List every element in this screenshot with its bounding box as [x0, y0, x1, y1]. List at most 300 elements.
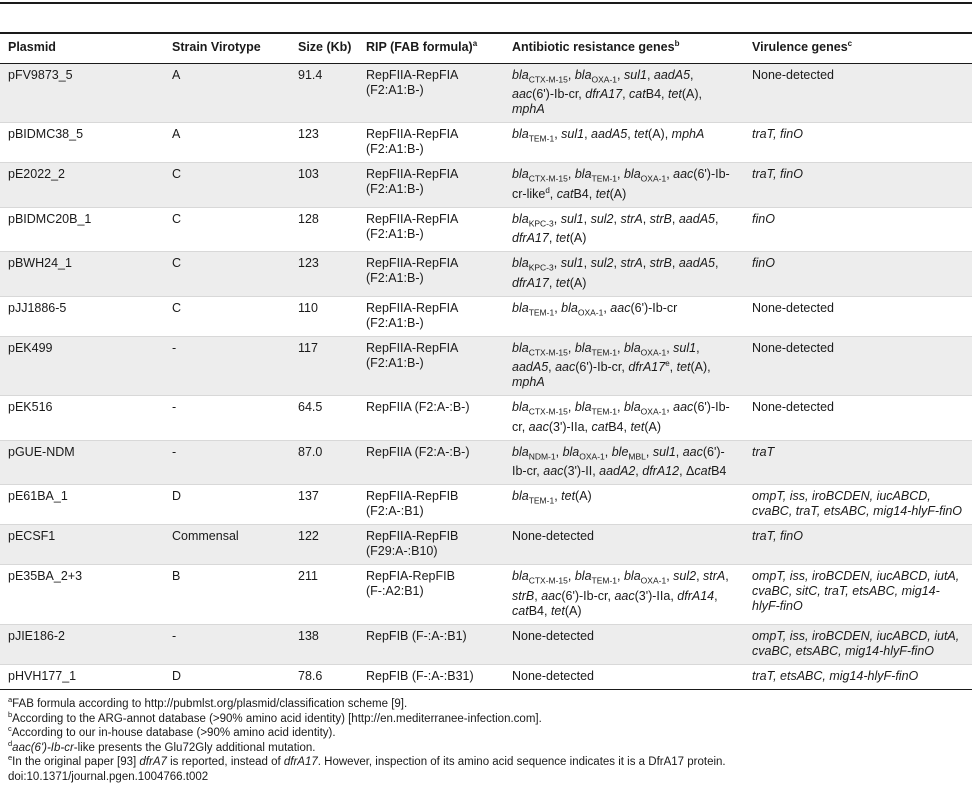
- gene-name: cat: [512, 603, 529, 618]
- gene-text: B4,: [645, 87, 668, 101]
- cell-rip: [358, 525, 504, 565]
- gene-text: (A): [575, 489, 592, 503]
- gene-name: dfrA17: [512, 275, 549, 290]
- top-rule: [0, 2, 972, 4]
- gene-variant-subscript: CTX-M-15: [528, 406, 568, 417]
- table-row: [0, 296, 972, 336]
- gene-variant-subscript: CTX-M-15: [528, 575, 568, 586]
- gene-text: ,: [617, 340, 624, 355]
- header-virotype-label: Strain Virotype: [172, 40, 261, 55]
- gene-name: aac: [673, 167, 694, 181]
- gene-text: (6')-Ib-cr,: [512, 400, 730, 434]
- gene-name: cat: [629, 87, 646, 101]
- cell-virulence-genes: None-detected: [744, 396, 972, 441]
- gene-name: bla: [623, 400, 641, 414]
- rip-fab-formula: (F2:A1:B-): [366, 182, 424, 196]
- gene-text: (6')-Ib-cr,: [512, 444, 725, 478]
- gene-text: None-detected: [512, 529, 595, 543]
- cell-size: 122: [290, 525, 358, 565]
- gene-text: Δ: [686, 464, 695, 478]
- gene-text: (A): [644, 419, 662, 434]
- gene-name: bla: [562, 444, 580, 459]
- rip-replicon: RepFIB (F-:A-:B1): [366, 628, 467, 643]
- gene-name: sul1: [561, 127, 585, 141]
- cell-plasmid: pBIDMC38_5: [0, 123, 164, 163]
- header-rip: [358, 33, 504, 63]
- footnote-e: [8, 755, 958, 770]
- cell-size: 91.4: [290, 63, 358, 123]
- gene-name: bla: [512, 569, 529, 583]
- gene-variant-subscript: NDM-1: [528, 451, 556, 461]
- cell-virotype: A: [164, 63, 290, 123]
- gene-name: aac: [512, 87, 533, 101]
- gene-variant-subscript: CTX-M-15: [528, 173, 568, 184]
- rip-replicon: RepFIIA-RepFIA: [366, 300, 459, 315]
- cell-virotype: -: [164, 440, 290, 485]
- table-row: [0, 485, 972, 525]
- gene-text: ,: [567, 569, 575, 583]
- gene-text: B4,: [608, 419, 631, 434]
- header-plasmid-label: Plasmid: [8, 40, 56, 55]
- gene-variant-subscript: KPC-3: [528, 218, 554, 228]
- gene-name: tet: [676, 360, 691, 374]
- cell-plasmid: pE35BA_2+3: [0, 565, 164, 625]
- gene-name: bla: [623, 340, 641, 355]
- cell-resistance-genes: [504, 624, 744, 664]
- gene-name: aadA5: [678, 211, 715, 226]
- gene-name: bla: [512, 67, 529, 82]
- gene-text: ,: [635, 464, 643, 478]
- header-rip-label: RIP (FAB formula): [366, 40, 473, 55]
- table-body: [0, 63, 972, 689]
- gene-text: ,: [666, 400, 674, 414]
- rip-fab-formula: (F2:A-:B1): [366, 504, 424, 518]
- rip-fab-formula: (F2:A1:B-): [366, 355, 424, 370]
- gene-name: aac: [610, 300, 631, 315]
- gene-text: ,: [554, 489, 562, 503]
- cell-virulence-genes: None-detected: [744, 296, 972, 336]
- gene-name: bla: [512, 340, 529, 355]
- gene-text: ,: [642, 256, 650, 270]
- gene-text: ,: [642, 211, 650, 226]
- gene-variant-subscript: MBL: [628, 451, 646, 461]
- footnote-e-text-pre: In the original paper [93]: [12, 756, 140, 769]
- cell-resistance-genes: [504, 485, 744, 525]
- gene-name: mphA: [671, 127, 705, 141]
- gene-text: B4,: [528, 603, 551, 618]
- gene-name: strB: [512, 588, 535, 603]
- cell-virotype: C: [164, 252, 290, 297]
- gene-name: aac: [543, 464, 564, 478]
- gene-variant-subscript: OXA-1: [640, 575, 667, 586]
- footnote-c-text: According to our in-house database (>90% amino acid identity).: [11, 727, 336, 740]
- cell-plasmid: pECSF1: [0, 525, 164, 565]
- cell-size: 137: [290, 485, 358, 525]
- gene-text: ,: [567, 340, 575, 355]
- gene-text: ,: [548, 231, 556, 245]
- gene-text: ,: [567, 67, 575, 82]
- gene-text: (A): [609, 186, 627, 201]
- gene-name: dfrA17: [628, 360, 666, 374]
- gene-name: bla: [574, 340, 592, 355]
- gene-text: ,: [583, 256, 591, 270]
- cell-virotype: D: [164, 485, 290, 525]
- header-resistance-footnote-mark: b: [674, 39, 680, 49]
- cell-resistance-genes: [504, 525, 744, 565]
- gene-name: mphA: [512, 102, 545, 116]
- gene-text: ,: [696, 340, 700, 355]
- gene-name: strA: [703, 569, 726, 583]
- cell-plasmid: pBIDMC20B_1: [0, 207, 164, 252]
- cell-size: 211: [290, 565, 358, 625]
- cell-rip: [358, 63, 504, 123]
- gene-name: bla: [574, 569, 592, 583]
- gene-variant-subscript: OXA-1: [579, 451, 605, 461]
- gene-name: tet: [555, 231, 570, 245]
- gene-text: (3')-IIa,: [634, 588, 678, 603]
- gene-name: bla: [561, 300, 578, 315]
- gene-text: ,: [617, 400, 624, 414]
- cell-virotype: C: [164, 163, 290, 208]
- rip-fab-formula: (F29:A-:B10): [366, 544, 438, 558]
- gene-text: ,: [555, 444, 563, 459]
- cell-resistance-genes: [504, 163, 744, 208]
- cell-virulence-genes: traT, finO: [744, 163, 972, 208]
- gene-text: ,: [671, 211, 679, 226]
- gene-text: ,: [617, 569, 624, 583]
- footnote-b-text: According to the ARG-annot database (>90% amino acid identity) [http://en.mediterranee-infection.com].: [12, 712, 542, 725]
- cell-plasmid: pJIE186-2: [0, 624, 164, 664]
- gene-variant-subscript: CTX-M-15: [528, 74, 568, 84]
- cell-virotype: -: [164, 624, 290, 664]
- gene-name: tet: [550, 603, 565, 618]
- gene-text: (6')-Ib-cr: [630, 300, 678, 315]
- rip-replicon: RepFIIA (F2:A-:B-): [366, 444, 470, 459]
- cell-size: 110: [290, 296, 358, 336]
- cell-rip: [358, 440, 504, 485]
- table-header: [0, 33, 972, 63]
- header-plasmid: [0, 33, 164, 63]
- cell-size: 123: [290, 252, 358, 297]
- footnote-e-gene-1: dfrA7: [139, 756, 167, 769]
- gene-name: sul2: [590, 211, 614, 226]
- gene-text: ,: [715, 256, 719, 270]
- gene-text: ,: [534, 588, 542, 603]
- table-row: [0, 123, 972, 163]
- cell-virulence-genes: finO: [744, 252, 972, 297]
- cell-resistance-genes: [504, 664, 744, 689]
- cell-virulence-genes: finO: [744, 207, 972, 252]
- table-row: [0, 163, 972, 208]
- gene-name: aac: [541, 588, 562, 603]
- gene-name: bla: [512, 300, 529, 315]
- gene-name: strB: [649, 256, 672, 270]
- gene-name: bla: [512, 256, 529, 270]
- gene-text: B4: [711, 464, 727, 478]
- rip-replicon: RepFIIA (F2:A-:B-): [366, 400, 470, 414]
- gene-name: aadA5: [678, 256, 715, 270]
- gene-name: bla: [574, 400, 592, 414]
- gene-name: tet: [595, 186, 610, 201]
- gene-text: ,: [549, 186, 557, 201]
- cell-plasmid: pBWH24_1: [0, 252, 164, 297]
- gene-text: ,: [715, 211, 719, 226]
- gene-name: bla: [512, 127, 529, 141]
- gene-text: None-detected: [512, 668, 595, 683]
- gene-text: ,: [666, 340, 674, 355]
- footnote-mark: d: [545, 185, 550, 195]
- gene-text: ,: [666, 569, 674, 583]
- gene-text: ,: [671, 256, 679, 270]
- rip-fab-formula: (F-:A2:B1): [366, 584, 424, 598]
- rip-replicon: RepFIIA-RepFIA: [366, 256, 459, 270]
- gene-name: aac: [528, 419, 549, 434]
- gene-text: B4,: [573, 186, 596, 201]
- gene-text: ,: [696, 569, 704, 583]
- gene-name: aadA2: [599, 464, 636, 478]
- footnote-c: [8, 726, 958, 741]
- gene-name: sul1: [560, 211, 584, 226]
- gene-text: ,: [627, 127, 635, 141]
- cell-resistance-genes: [504, 440, 744, 485]
- header-rip-footnote-mark: a: [472, 39, 478, 49]
- footnote-d-gene: aac(6')-Ib-cr: [12, 741, 74, 754]
- cell-virulence-genes: ompT, iss, iroBCDEN, iucABCD, iutA, cvaBC, sitC, traT, etsABC, mig14-hlyF-finO: [744, 565, 972, 625]
- cell-size: 128: [290, 207, 358, 252]
- cell-plasmid: pE2022_2: [0, 163, 164, 208]
- gene-text: ,: [553, 256, 561, 270]
- rip-replicon: RepFIIA-RepFIA: [366, 67, 459, 82]
- cell-virotype: -: [164, 396, 290, 441]
- gene-name: sul2: [673, 569, 697, 583]
- gene-name: bla: [512, 489, 529, 503]
- gene-variant-subscript: TEM-1: [591, 173, 618, 184]
- gene-text: ,: [714, 588, 718, 603]
- table-row: [0, 525, 972, 565]
- cell-size: 64.5: [290, 396, 358, 441]
- header-row: [0, 33, 972, 63]
- gene-name: tet: [555, 275, 570, 290]
- cell-plasmid: pE61BA_1: [0, 485, 164, 525]
- gene-text: ,: [554, 127, 562, 141]
- gene-text: ,: [669, 360, 677, 374]
- gene-text: (A): [569, 231, 587, 245]
- rip-fab-formula: (F2:A1:B-): [366, 82, 424, 97]
- gene-name: bla: [512, 211, 529, 226]
- footnote-e-text-mid: is reported, instead of: [166, 756, 284, 769]
- gene-text: (A): [569, 275, 587, 290]
- gene-text: (A): [564, 603, 582, 618]
- gene-text: (6')-Ib-cr-like: [512, 167, 730, 201]
- gene-text: ,: [548, 360, 556, 374]
- gene-text: ,: [617, 67, 624, 82]
- gene-text: (A),: [690, 360, 711, 374]
- cell-rip: [358, 123, 504, 163]
- header-resistance-label: Antibiotic resistance genes: [512, 40, 675, 55]
- gene-name: cat: [694, 464, 712, 478]
- footnote-d: [8, 738, 958, 756]
- cell-virotype: D: [164, 664, 290, 689]
- gene-text: None-detected: [512, 628, 595, 643]
- cell-virulence-genes: traT, finO: [744, 525, 972, 565]
- gene-text: ,: [567, 167, 575, 181]
- gene-text: (A),: [648, 127, 672, 141]
- header-virulence-footnote-mark: c: [847, 39, 853, 49]
- doi-line[interactable]: [8, 770, 958, 785]
- gene-text: ,: [645, 444, 653, 459]
- rip-replicon: RepFIIA-RepFIA: [366, 211, 459, 226]
- cell-rip: [358, 664, 504, 689]
- gene-text: ,: [554, 300, 562, 315]
- footnote-a-letter: a: [8, 695, 13, 705]
- gene-name: cat: [591, 419, 609, 434]
- rip-fab-formula: (F2:A1:B-): [366, 226, 424, 241]
- cell-size: 87.0: [290, 440, 358, 485]
- cell-virulence-genes: traT, etsABC, mig14-hlyF-finO: [744, 664, 972, 689]
- cell-rip: [358, 624, 504, 664]
- gene-name: tet: [561, 489, 576, 503]
- rip-fab-formula: (F2:A1:B-): [366, 142, 424, 156]
- gene-text: ,: [584, 127, 592, 141]
- gene-variant-subscript: TEM-1: [528, 133, 555, 144]
- gene-name: aac: [555, 360, 576, 374]
- gene-name: sul2: [590, 256, 614, 270]
- gene-name: tet: [634, 127, 649, 141]
- gene-text: ,: [567, 400, 575, 414]
- cell-virulence-genes: traT: [744, 440, 972, 485]
- gene-name: mphA: [512, 375, 545, 389]
- gene-text: (A),: [681, 87, 703, 101]
- gene-text: ,: [679, 464, 687, 478]
- cell-size: 138: [290, 624, 358, 664]
- gene-text: ,: [603, 300, 611, 315]
- cell-resistance-genes: [504, 252, 744, 297]
- gene-variant-subscript: TEM-1: [591, 347, 618, 357]
- gene-name: sul1: [560, 256, 584, 270]
- rip-replicon: RepFIIA-RepFIA: [366, 127, 459, 141]
- gene-variant-subscript: TEM-1: [528, 495, 555, 506]
- footnote-mark: e: [665, 358, 670, 368]
- gene-name: dfrA17: [512, 231, 549, 245]
- gene-text: (6')-Ib-cr,: [561, 588, 615, 603]
- cell-resistance-genes: [504, 396, 744, 441]
- cell-rip: [358, 396, 504, 441]
- gene-name: strB: [649, 211, 672, 226]
- gene-text: ,: [617, 167, 624, 181]
- cell-resistance-genes: [504, 565, 744, 625]
- cell-plasmid: pEK516: [0, 396, 164, 441]
- gene-name: dfrA17: [585, 87, 623, 101]
- footnote-b-letter: b: [8, 709, 13, 719]
- plasmid-table: [0, 32, 972, 690]
- gene-text: ,: [666, 167, 674, 181]
- gene-variant-subscript: OXA-1: [640, 173, 667, 184]
- header-size: [290, 33, 358, 63]
- gene-text: ,: [675, 444, 683, 459]
- cell-resistance-genes: [504, 207, 744, 252]
- gene-name: bla: [623, 569, 641, 583]
- cell-size: 117: [290, 336, 358, 396]
- gene-text: ,: [613, 211, 621, 226]
- gene-variant-subscript: TEM-1: [528, 307, 555, 317]
- footnote-d-text: -like presents the Glu72Gly additional mutation.: [73, 741, 316, 754]
- gene-name: dfrA14: [677, 588, 715, 603]
- cell-virotype: C: [164, 296, 290, 336]
- cell-resistance-genes: [504, 296, 744, 336]
- table-row: [0, 396, 972, 441]
- footnote-e-text-post: . However, inspection of its amino acid sequence indicates it is a DfrA17 protein.: [317, 756, 726, 769]
- gene-variant-subscript: TEM-1: [591, 575, 618, 586]
- gene-text: (3')-II,: [563, 464, 600, 478]
- cell-plasmid: pHVH177_1: [0, 664, 164, 689]
- gene-variant-subscript: TEM-1: [591, 406, 618, 417]
- cell-plasmid: pFV9873_5: [0, 63, 164, 123]
- cell-resistance-genes: [504, 336, 744, 396]
- gene-text: (6')-Ib-cr,: [575, 360, 629, 374]
- cell-rip: [358, 485, 504, 525]
- cell-rip: [358, 163, 504, 208]
- table-row: [0, 624, 972, 664]
- gene-name: aadA5: [653, 67, 691, 82]
- cell-size: 123: [290, 123, 358, 163]
- gene-text: ,: [583, 211, 591, 226]
- table-row: [0, 440, 972, 485]
- cell-resistance-genes: [504, 123, 744, 163]
- gene-name: aac: [614, 588, 635, 603]
- gene-name: strA: [620, 211, 643, 226]
- cell-virotype: Commensal: [164, 525, 290, 565]
- footnotes: [8, 697, 958, 785]
- gene-name: sul1: [624, 67, 647, 82]
- gene-text: ,: [725, 569, 729, 583]
- gene-name: bla: [512, 167, 529, 181]
- gene-name: aadA5: [591, 127, 628, 141]
- gene-text: ,: [646, 67, 654, 82]
- cell-rip: [358, 565, 504, 625]
- gene-name: sul1: [673, 340, 697, 355]
- rip-replicon: RepFIIA-RepFIB: [366, 489, 459, 503]
- cell-plasmid: pGUE-NDM: [0, 440, 164, 485]
- cell-virotype: -: [164, 336, 290, 396]
- cell-virotype: B: [164, 565, 290, 625]
- gene-text: (6')-Ib-cr,: [532, 87, 586, 101]
- rip-replicon: RepFIIA-RepFIA: [366, 167, 459, 181]
- footnote-c-letter: c: [8, 724, 12, 734]
- cell-virulence-genes: None-detected: [744, 63, 972, 123]
- gene-name: aac: [682, 444, 703, 459]
- table-row: [0, 207, 972, 252]
- cell-size: 103: [290, 163, 358, 208]
- gene-name: bla: [574, 167, 592, 181]
- gene-name: strA: [620, 256, 643, 270]
- footnote-a: [8, 697, 958, 712]
- gene-variant-subscript: OXA-1: [640, 406, 667, 417]
- table-row: [0, 565, 972, 625]
- doi-link[interactable]: doi:10.1371/journal.pgen.1004766.t002: [8, 770, 209, 783]
- footnote-b: [8, 709, 958, 727]
- cell-plasmid: pEK499: [0, 336, 164, 396]
- footnote-e-letter: e: [8, 753, 13, 763]
- gene-text: (3')-IIa,: [548, 419, 592, 434]
- gene-name: cat: [556, 186, 574, 201]
- gene-name: ble: [611, 444, 629, 459]
- table-row: [0, 252, 972, 297]
- gene-name: bla: [574, 67, 592, 82]
- gene-variant-subscript: CTX-M-15: [528, 347, 568, 357]
- footnote-d-letter: d: [8, 738, 13, 748]
- gene-variant-subscript: OXA-1: [577, 307, 604, 317]
- header-virulence-genes: [744, 33, 972, 63]
